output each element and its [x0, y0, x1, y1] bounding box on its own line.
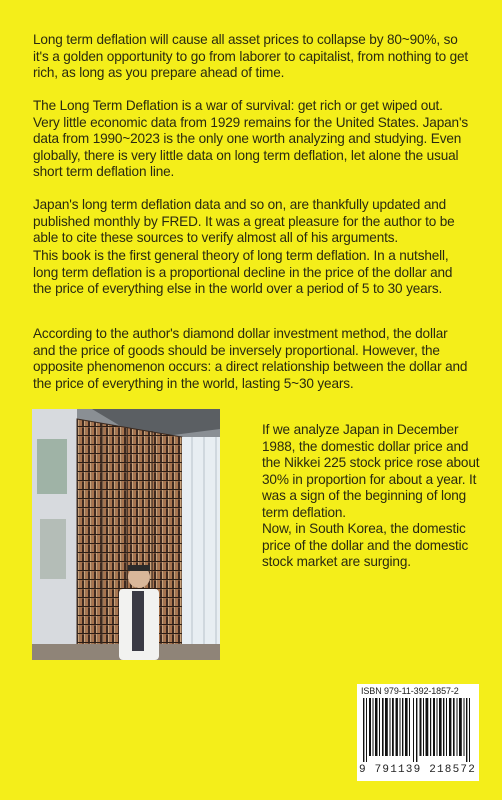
author-photo	[32, 409, 220, 660]
side-paragraph-2: Now, in South Korea, the domestic price of the dollar and the domestic stock market are surging.	[262, 521, 469, 569]
paragraph-1: Long term deflation will cause all asset prices to collapse by 80~90%, so it's a golden opportunity to go from laborer to capitalist, from nothing to get rich, as long as you prepare ahead of time.	[33, 32, 469, 80]
paragraph-3: Japan's long term deflation data and so on, are thankfully updated and published monthly by FRED. It was a great pleasure for the author to be able to cite these sources to verify almost all of his arguments.	[33, 197, 455, 245]
paragraph-4: This book is the first general theory of long term deflation. In a nutshell, long term deflation is a proportional decline in the price of the dollar and the price of everything else in the world over a period of 5 to 30 years.	[33, 248, 453, 296]
isbn-barcode	[357, 684, 479, 781]
paragraph-2: The Long Term Deflation is a war of survival: get rich or get wiped out. Very little economic data from 1929 remains for the United States. Japan's data from 1990~2023 is the only one worth analyzing and studying. Even globally, there is very little data on long term deflation, let alone the usual short term deflation line.	[33, 98, 469, 179]
side-paragraph-1: If we analyze Japan in December 1988, the domestic dollar price and the Nikkei 225 stock price rose about 30% in proportion for about a year. It was a sign of the beginning of long term deflation.	[262, 422, 480, 520]
paragraph-5: According to the author's diamond dollar investment method, the dollar and the price of goods should be inversely proportional. However, the opposite phenomenon occurs: a direct relationship between the dollar and the price of everything in the world, lasting 5~30 years.	[33, 326, 468, 391]
barcode-digits: 9 791139 218572	[359, 764, 477, 776]
barcode-bars	[361, 698, 475, 762]
isbn-label: ISBN 979-11-392-1857-2	[361, 686, 459, 696]
